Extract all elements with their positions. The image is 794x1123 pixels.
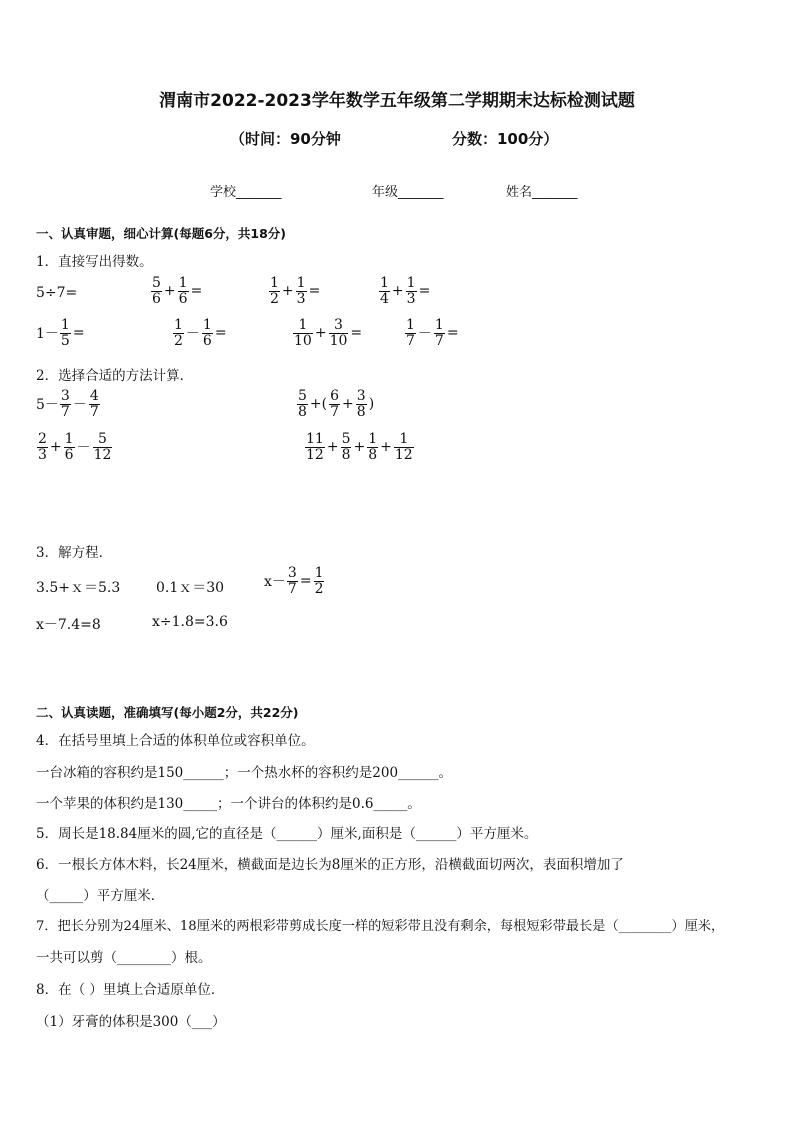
question-4-label: 4．在括号里填上合适的体积单位或容积单位。 bbox=[36, 733, 315, 749]
question-6-line-1: 6．一根长方体木料，长24厘米，横截面是边长为8厘米的正方形，沿横截面切两次，表面积增加了 bbox=[36, 857, 624, 873]
q1-expr-6: $\frac{1}{2}$ － $\frac{1}{6}$ = bbox=[174, 317, 227, 349]
q1-expr-2: $\frac{5}{6}$ + $\frac{1}{6}$ = bbox=[152, 275, 203, 307]
section-1-heading: 一、认真审题，细心计算(每题6分，共18分) bbox=[36, 226, 287, 241]
grade-field: 年级_______ bbox=[372, 185, 444, 200]
q3-eq-5: x÷1.8=3.6 bbox=[152, 614, 228, 630]
q1-expr-5: 1－ $\frac{1}{5}$ = bbox=[36, 317, 85, 349]
q1-expr-4: $\frac{1}{4}$ + $\frac{1}{3}$ = bbox=[380, 275, 431, 307]
q2-expr-2: $\frac{5}{8}$ +( $\frac{6}{7}$ + $\frac{3}{8}$ ) bbox=[298, 388, 375, 420]
q2-expr-1: 5－ $\frac{3}{7}$ － $\frac{4}{7}$ bbox=[36, 388, 99, 420]
question-7-line-1: 7．把长分别为24厘米、18厘米的两根彩带剪成长度一样的短彩带且没有剩余，每根短彩带最长是（________）厘米， bbox=[36, 919, 725, 934]
name-field: 姓名_______ bbox=[506, 185, 578, 200]
q1-expr-7: $\frac{1}{10}$ + $\frac{3}{10}$ = bbox=[294, 317, 363, 349]
q3-eq-3: x－ $\frac{3}{7}$ = $\frac{1}{2}$ bbox=[264, 565, 324, 597]
q3-eq-4: x－7.4=8 bbox=[36, 617, 101, 633]
question-3-label: 3．解方程． bbox=[36, 545, 113, 561]
question-1-label: 1．直接写出得数。 bbox=[36, 254, 153, 270]
question-2-label: 2．选择合适的方法计算． bbox=[36, 368, 194, 384]
question-4-line-2: 一个苹果的体积约是130_____；一个讲台的体积约是0.6_____。 bbox=[36, 796, 421, 812]
q1-expr-1: 5÷7= bbox=[36, 285, 78, 301]
q2-expr-3: $\frac{2}{3}$ + $\frac{1}{6}$ － $\frac{5}{12}$ bbox=[38, 431, 112, 463]
q1-expr-8: $\frac{1}{7}$ － $\frac{1}{7}$ = bbox=[406, 317, 459, 349]
exam-time: （时间：90分钟 bbox=[230, 130, 341, 148]
question-7-line-2: 一共可以剪（________）根。 bbox=[36, 950, 212, 966]
question-4-line-1: 一台冰箱的容积约是150______；一个热水杯的容积约是200______。 bbox=[36, 765, 453, 781]
page-title: 渭南市2022-2023学年数学五年级第二学期期末达标检测试题 bbox=[159, 91, 635, 111]
q3-eq-1: 3.5+ｘ＝5.3 bbox=[36, 580, 121, 596]
section-2-heading: 二、认真读题，准确填写(每小题2分，共22分) bbox=[36, 705, 299, 720]
question-5: 5．周长是18.84厘米的圆,它的直径是（______）厘米,面积是（______）平方厘米。 bbox=[36, 826, 538, 842]
question-6-line-2: （_____）平方厘米． bbox=[36, 888, 165, 904]
school-field: 学校_______ bbox=[210, 185, 282, 200]
q2-expr-4: $\frac{11}{12}$ + $\frac{5}{8}$ + $\frac{1}{8}$ + $\frac{1}{12}$ bbox=[306, 431, 413, 463]
q1-expr-3: $\frac{1}{2}$ + $\frac{1}{3}$ = bbox=[270, 275, 321, 307]
question-8-label: 8．在（ ）里填上合适原单位． bbox=[36, 982, 225, 998]
exam-score: 分数：100分） bbox=[452, 130, 559, 148]
question-8-item-1: （1）牙膏的体积是300（___） bbox=[36, 1014, 226, 1030]
q3-eq-2: 0.1ｘ＝30 bbox=[156, 580, 225, 596]
